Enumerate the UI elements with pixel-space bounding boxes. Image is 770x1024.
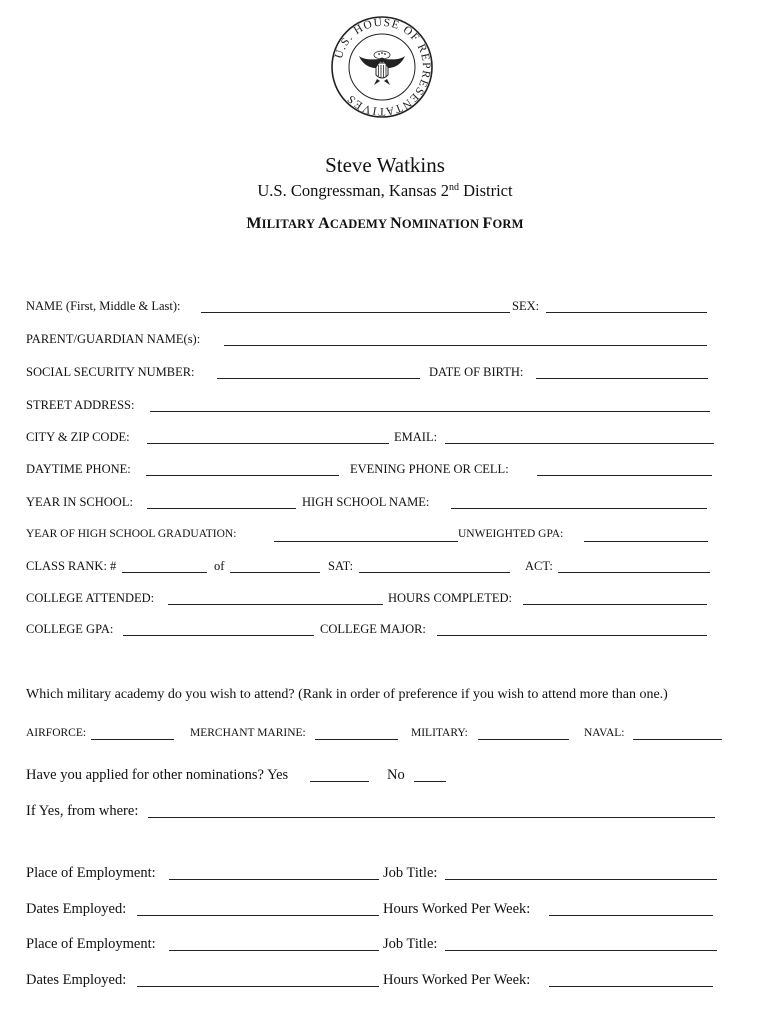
dates-employed-input-2[interactable] bbox=[137, 986, 379, 987]
city-row bbox=[0, 429, 770, 449]
daytime-phone-input[interactable] bbox=[146, 475, 339, 476]
street-label: STREET ADDRESS: bbox=[26, 398, 135, 412]
dates-employed-label: Dates Employed: bbox=[26, 901, 127, 917]
military-label: MILITARY: bbox=[411, 727, 468, 739]
graduation-row bbox=[0, 527, 770, 547]
naval-label: NAVAL: bbox=[584, 727, 625, 739]
evening-phone-input[interactable] bbox=[537, 475, 712, 476]
nominations-no-label: No bbox=[387, 767, 405, 783]
nominations-row bbox=[0, 766, 770, 786]
hours-per-week-label-2: Hours Worked Per Week: bbox=[383, 972, 531, 988]
hours-per-week-input-2[interactable] bbox=[549, 986, 713, 987]
hours-per-week-input[interactable] bbox=[549, 915, 713, 916]
evening-phone-label: EVENING PHONE OR CELL: bbox=[350, 462, 509, 476]
school-row bbox=[0, 494, 770, 514]
hours-completed-label: HOURS COMPLETED: bbox=[388, 591, 512, 605]
employment-row-1 bbox=[0, 864, 770, 884]
college-major-input[interactable] bbox=[437, 635, 707, 636]
sat-input[interactable] bbox=[359, 572, 510, 573]
of-label: of bbox=[214, 559, 225, 573]
name-row bbox=[0, 298, 770, 318]
daytime-phone-label: DAYTIME PHONE: bbox=[26, 462, 131, 476]
gpa-label: UNWEIGHTED GPA: bbox=[458, 528, 564, 540]
college-attended-input[interactable] bbox=[168, 604, 383, 605]
email-label: EMAIL: bbox=[394, 430, 438, 444]
military-input[interactable] bbox=[478, 739, 569, 740]
ssn-label: SOCIAL SECURITY NUMBER: bbox=[26, 365, 195, 379]
high-school-name-input[interactable] bbox=[451, 508, 707, 509]
nominations-no-input[interactable] bbox=[414, 781, 446, 782]
college-gpa-row bbox=[0, 621, 770, 641]
class-rank-input[interactable] bbox=[122, 572, 207, 573]
place-of-employment-label-2: Place of Employment: bbox=[26, 936, 156, 952]
academy-question: Which military academy do you wish to attend? (Rank in order of preference if you wish to attend more than one.) bbox=[26, 687, 668, 702]
name-input[interactable] bbox=[201, 312, 510, 313]
congressman-name: Steve Watkins bbox=[325, 153, 445, 177]
naval-input[interactable] bbox=[633, 739, 722, 740]
house-seal-icon bbox=[330, 15, 434, 119]
year-in-school-label: YEAR IN SCHOOL: bbox=[26, 495, 133, 509]
where-row bbox=[0, 802, 770, 822]
class-rank-label: CLASS RANK: # bbox=[26, 559, 117, 573]
place-of-employment-input-2[interactable] bbox=[169, 950, 379, 951]
college-gpa-label: COLLEGE GPA: bbox=[26, 622, 114, 636]
dates-employed-input[interactable] bbox=[137, 915, 379, 916]
sat-label: SAT: bbox=[328, 559, 354, 573]
ssn-row bbox=[0, 364, 770, 384]
merchant-marine-input[interactable] bbox=[315, 739, 398, 740]
phone-row bbox=[0, 461, 770, 481]
parent-row bbox=[0, 331, 770, 351]
dates-employed-label-2: Dates Employed: bbox=[26, 972, 127, 988]
parent-input[interactable] bbox=[224, 345, 707, 346]
rank-row bbox=[0, 558, 770, 578]
parent-label: PARENT/GUARDIAN NAME(s): bbox=[26, 332, 201, 346]
merchant-marine-label: MERCHANT MARINE: bbox=[190, 727, 306, 739]
dob-label: DATE OF BIRTH: bbox=[429, 365, 524, 379]
nominations-question: Have you applied for other nominations? Yes bbox=[26, 767, 289, 783]
street-row bbox=[0, 397, 770, 417]
airforce-label: AIRFORCE: bbox=[26, 727, 87, 739]
job-title-input-2[interactable] bbox=[445, 950, 717, 951]
sex-input[interactable] bbox=[546, 312, 707, 313]
academy-question-row bbox=[0, 686, 770, 706]
graduation-year-input[interactable] bbox=[274, 541, 458, 542]
place-of-employment-label: Place of Employment: bbox=[26, 865, 156, 881]
act-input[interactable] bbox=[558, 572, 710, 573]
airforce-input[interactable] bbox=[91, 739, 174, 740]
nominations-yes-input[interactable] bbox=[310, 781, 369, 782]
ssn-input[interactable] bbox=[217, 378, 420, 379]
svg-text:U.S. HOUSE OF REPRESENTATIVES: U.S. HOUSE OF REPRESENTATIVES bbox=[332, 16, 433, 118]
city-zip-input[interactable] bbox=[147, 443, 389, 444]
act-label: ACT: bbox=[525, 559, 553, 573]
email-input[interactable] bbox=[445, 443, 714, 444]
dob-input[interactable] bbox=[536, 378, 708, 379]
graduation-year-label: YEAR OF HIGH SCHOOL GRADUATION: bbox=[26, 528, 237, 540]
college-attended-label: COLLEGE ATTENDED: bbox=[26, 591, 155, 605]
hours-per-week-label: Hours Worked Per Week: bbox=[383, 901, 531, 917]
high-school-name-label: HIGH SCHOOL NAME: bbox=[302, 495, 430, 509]
class-size-input[interactable] bbox=[230, 572, 320, 573]
college-major-label: COLLEGE MAJOR: bbox=[320, 622, 426, 636]
employment-row-3 bbox=[0, 935, 770, 955]
name-label: NAME (First, Middle & Last): bbox=[26, 299, 181, 313]
job-title-label-2: Job Title: bbox=[383, 936, 438, 952]
street-input[interactable] bbox=[150, 411, 710, 412]
college-gpa-input[interactable] bbox=[123, 635, 314, 636]
where-label: If Yes, from where: bbox=[26, 803, 139, 819]
congressman-subtitle: U.S. Congressman, Kansas 2nd District bbox=[257, 181, 513, 200]
employment-row-2 bbox=[0, 900, 770, 920]
hours-completed-input[interactable] bbox=[523, 604, 707, 605]
job-title-label: Job Title: bbox=[383, 865, 438, 881]
form-title: MILITARY ACADEMY NOMINATION FORM bbox=[246, 215, 524, 232]
job-title-input[interactable] bbox=[445, 879, 717, 880]
employment-row-4 bbox=[0, 971, 770, 991]
city-zip-label: CITY & ZIP CODE: bbox=[26, 430, 130, 444]
where-input[interactable] bbox=[148, 817, 715, 818]
place-of-employment-input[interactable] bbox=[169, 879, 379, 880]
college-row bbox=[0, 590, 770, 610]
year-in-school-input[interactable] bbox=[147, 508, 296, 509]
sex-label: SEX: bbox=[512, 299, 540, 313]
gpa-input[interactable] bbox=[584, 541, 708, 542]
academy-row bbox=[0, 726, 770, 746]
